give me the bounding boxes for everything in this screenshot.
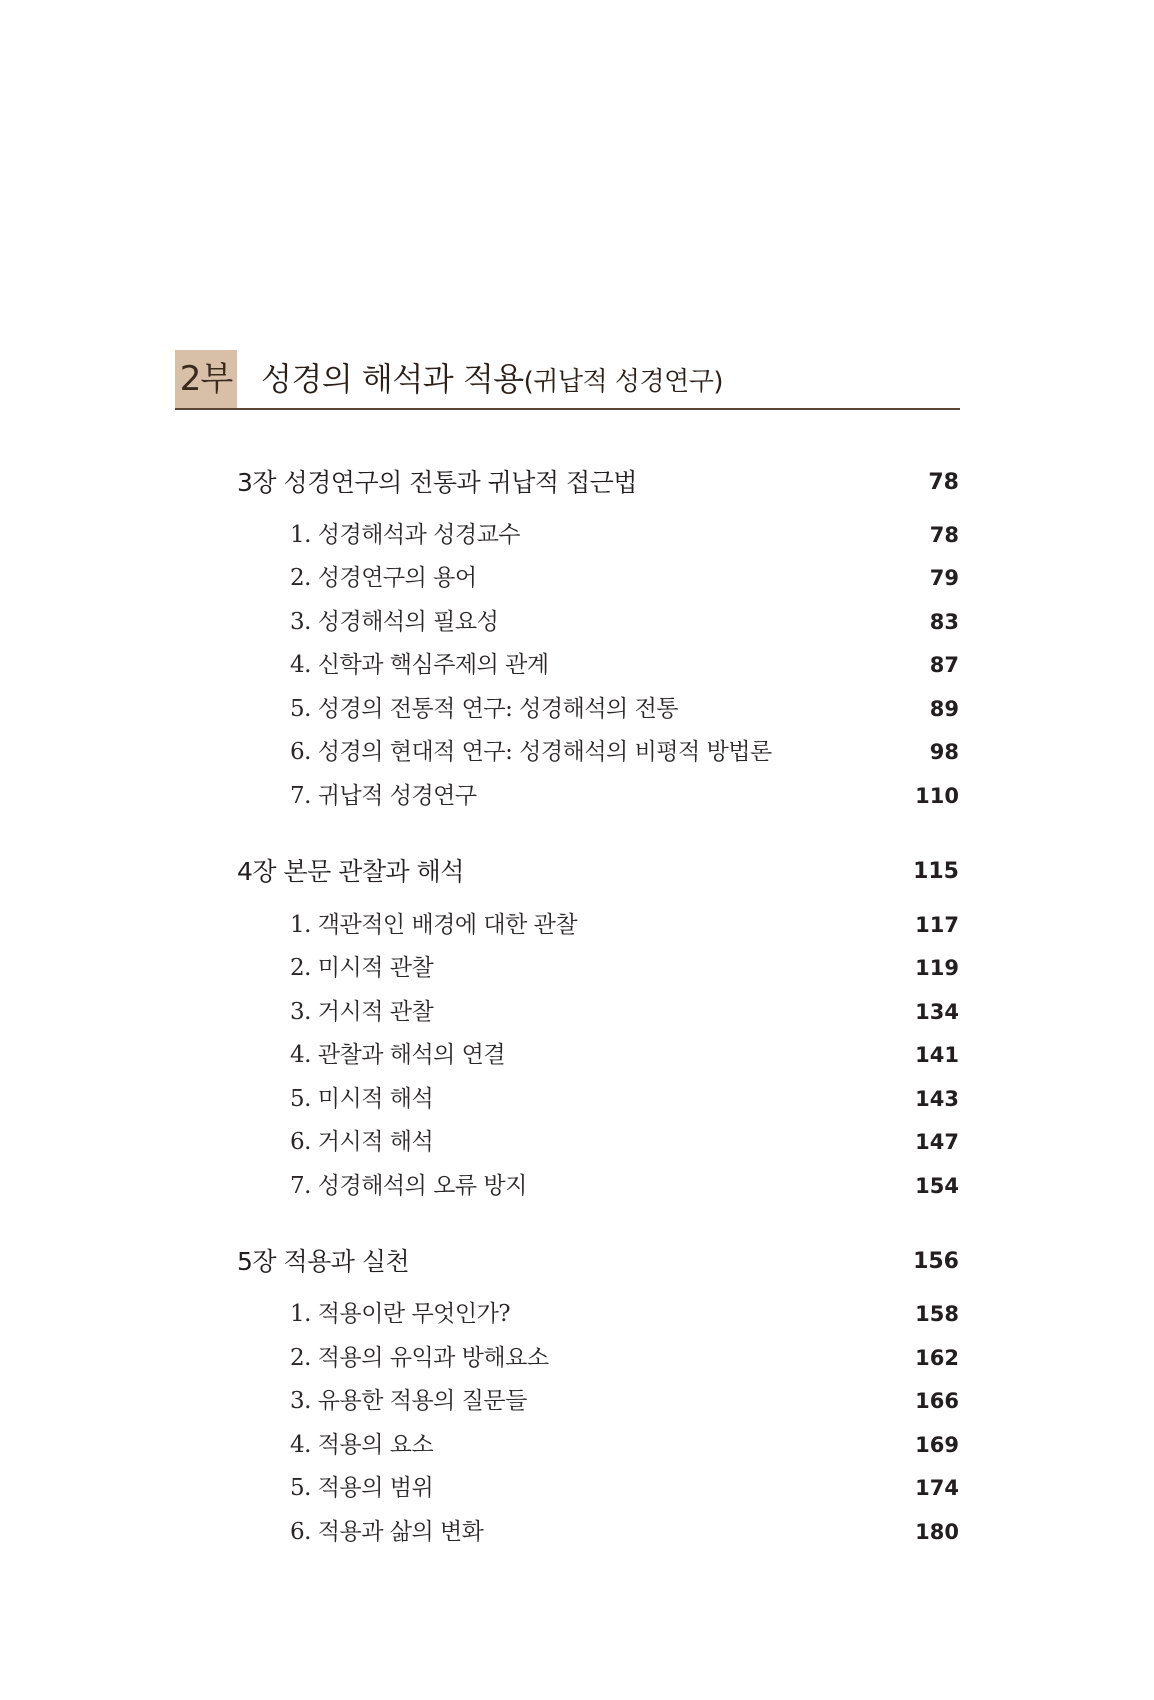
toc-section[interactable] xyxy=(290,1382,959,1420)
section-page-number: 154 xyxy=(915,1174,959,1198)
part-title-subtitle: (귀납적 성경연구) xyxy=(523,367,724,397)
part-header xyxy=(175,350,960,410)
chapter-page-number: 115 xyxy=(913,859,959,884)
section-title: 4. 신학과 핵심주제의 관계 xyxy=(290,652,549,678)
toc-section[interactable] xyxy=(290,690,959,728)
toc-section[interactable] xyxy=(290,1080,959,1118)
section-page-number: 119 xyxy=(915,956,959,980)
toc-section[interactable] xyxy=(290,1295,959,1333)
section-page-number: 166 xyxy=(915,1389,959,1413)
section-title: 1. 객관적인 배경에 대한 관찰 xyxy=(290,912,578,938)
section-title: 6. 거시적 해석 xyxy=(290,1129,434,1155)
section-page-number: 147 xyxy=(915,1130,959,1154)
section-title: 4. 적용의 요소 xyxy=(290,1432,434,1458)
toc-section[interactable] xyxy=(290,1123,959,1161)
section-title: 5. 미시적 해석 xyxy=(290,1086,434,1112)
section-title: 2. 미시적 관찰 xyxy=(290,955,434,981)
toc-section[interactable] xyxy=(290,1513,959,1551)
section-title: 7. 귀납적 성경연구 xyxy=(290,783,477,809)
section-page-number: 87 xyxy=(929,653,959,677)
toc-section[interactable] xyxy=(290,603,959,641)
toc-section[interactable] xyxy=(290,1167,959,1205)
section-page-number: 79 xyxy=(929,566,959,590)
toc-chapter-3[interactable] xyxy=(237,463,959,503)
chapter-page-number: 156 xyxy=(913,1249,959,1274)
section-title: 1. 적용이란 무엇인가? xyxy=(290,1301,511,1327)
section-page-number: 143 xyxy=(915,1087,959,1111)
toc-section[interactable] xyxy=(290,949,959,987)
section-title: 3. 성경해석의 필요성 xyxy=(290,609,499,635)
toc-section[interactable] xyxy=(290,993,959,1031)
section-title: 7. 성경해석의 오류 방지 xyxy=(290,1173,527,1199)
section-title: 2. 성경연구의 용어 xyxy=(290,565,477,591)
section-title: 2. 적용의 유익과 방해요소 xyxy=(290,1345,549,1371)
toc-section[interactable] xyxy=(290,646,959,684)
section-page-number: 110 xyxy=(915,784,959,808)
toc-section[interactable] xyxy=(290,559,959,597)
section-page-number: 162 xyxy=(915,1346,959,1370)
section-page-number: 158 xyxy=(915,1302,959,1326)
section-title: 6. 성경의 현대적 연구: 성경해석의 비평적 방법론 xyxy=(290,739,772,765)
chapter-title: 4장 본문 관찰과 해석 xyxy=(237,857,464,886)
part-title-main: 성경의 해석과 적용 xyxy=(261,360,524,398)
section-title: 6. 적용과 삶의 변화 xyxy=(290,1519,484,1545)
section-page-number: 98 xyxy=(929,740,959,764)
section-page-number: 83 xyxy=(929,610,959,634)
section-page-number: 169 xyxy=(915,1433,959,1457)
section-page-number: 134 xyxy=(915,1000,959,1024)
chapter-title: 3장 성경연구의 전통과 귀납적 접근법 xyxy=(237,468,637,497)
toc-section[interactable] xyxy=(290,1036,959,1074)
toc-section[interactable] xyxy=(290,906,959,944)
section-title: 4. 관찰과 해석의 연결 xyxy=(290,1042,506,1068)
section-title: 3. 거시적 관찰 xyxy=(290,999,434,1025)
section-title: 3. 유용한 적용의 질문들 xyxy=(290,1388,527,1414)
section-page-number: 117 xyxy=(915,913,959,937)
section-title: 5. 성경의 전통적 연구: 성경해석의 전통 xyxy=(290,696,679,722)
part-number-badge: 2부 xyxy=(175,350,237,408)
section-title: 5. 적용의 범위 xyxy=(290,1475,434,1501)
toc-section[interactable] xyxy=(290,1469,959,1507)
section-page-number: 180 xyxy=(915,1520,959,1544)
section-page-number: 89 xyxy=(929,697,959,721)
toc-chapter-4[interactable] xyxy=(237,852,959,892)
chapter-page-number: 78 xyxy=(928,470,959,495)
toc-section[interactable] xyxy=(290,1339,959,1377)
section-page-number: 78 xyxy=(929,523,959,547)
section-title: 1. 성경해석과 성경교수 xyxy=(290,522,521,548)
section-page-number: 141 xyxy=(915,1043,959,1067)
toc-section[interactable] xyxy=(290,516,959,554)
section-page-number: 174 xyxy=(915,1476,959,1500)
toc-section[interactable] xyxy=(290,1426,959,1464)
toc-section[interactable] xyxy=(290,777,959,815)
toc-chapter-5[interactable] xyxy=(237,1242,959,1282)
chapter-title: 5장 적용과 실천 xyxy=(237,1247,410,1276)
part-title xyxy=(261,350,723,408)
toc-section[interactable] xyxy=(290,733,959,771)
